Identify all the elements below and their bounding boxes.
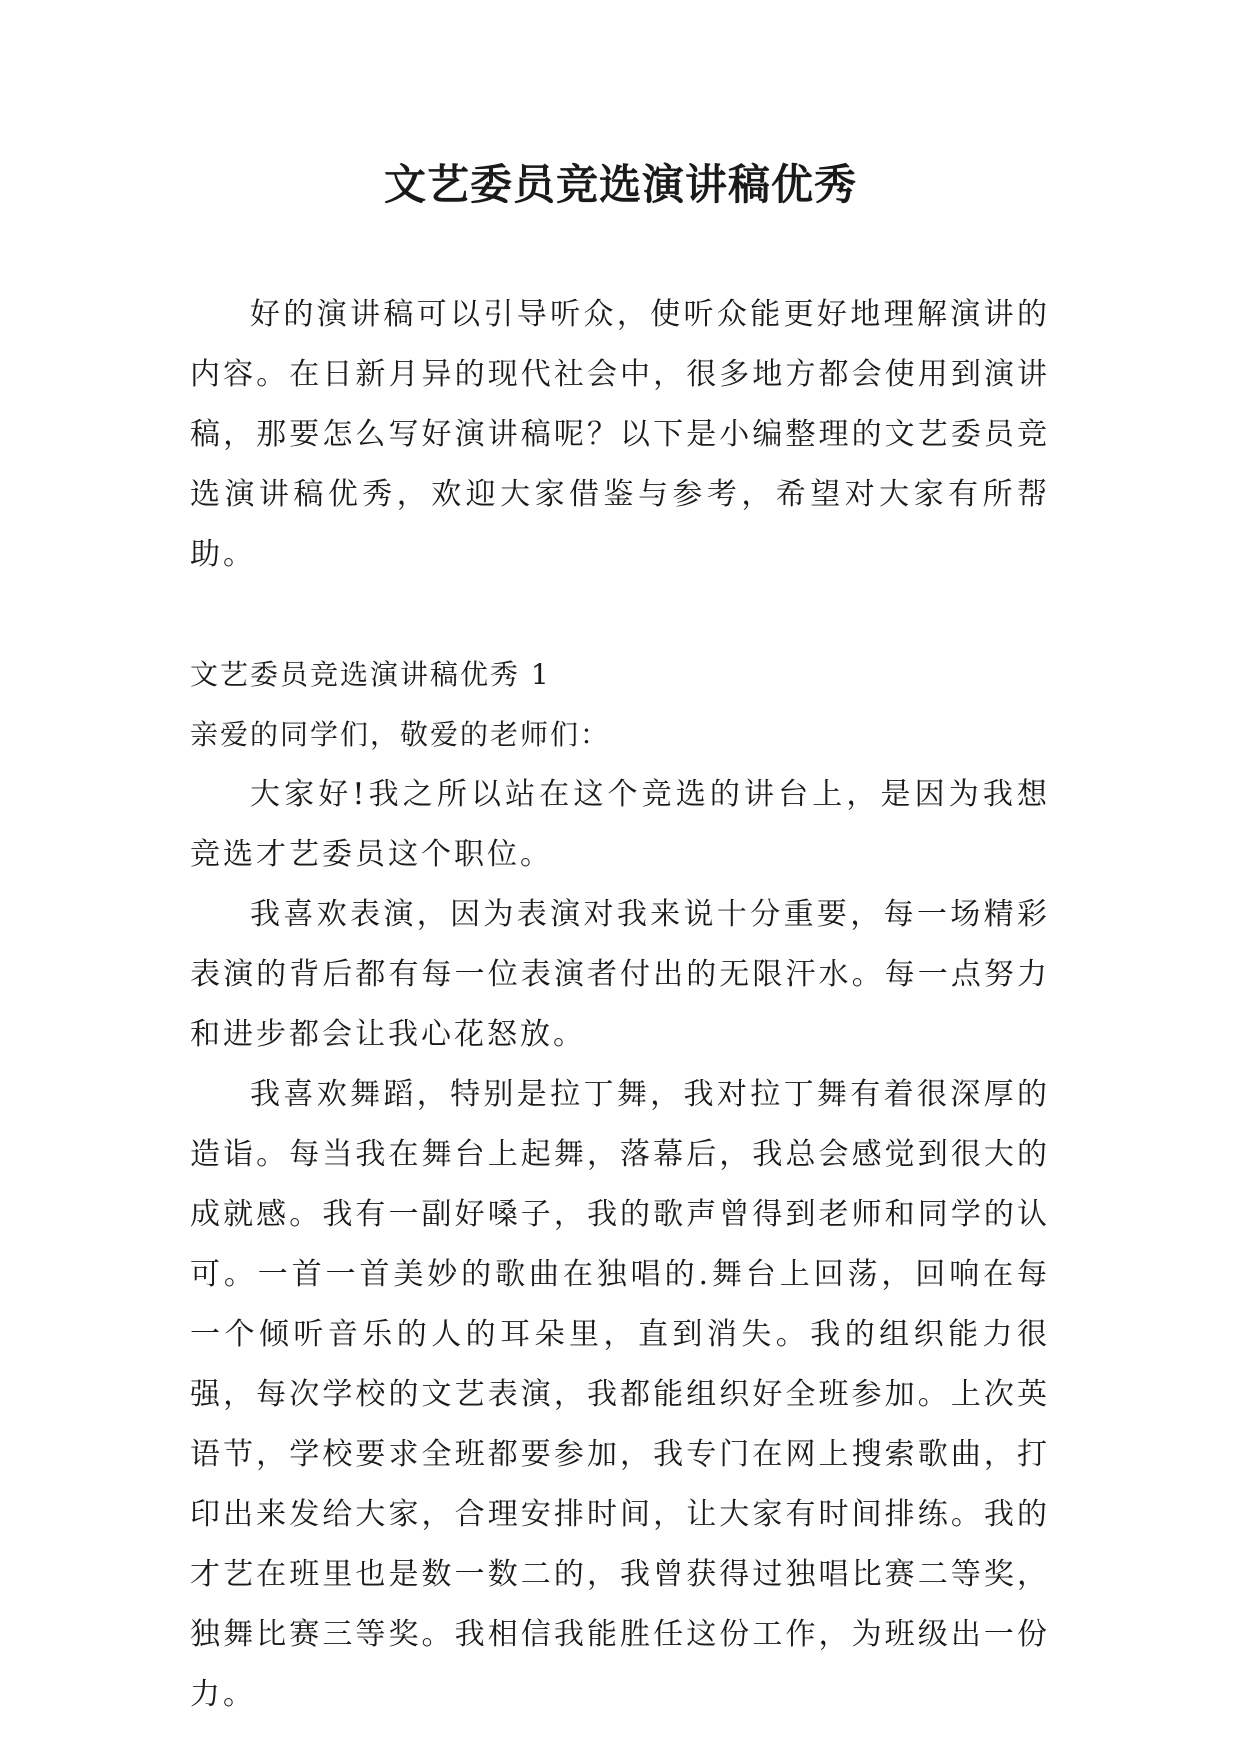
- body-paragraph-1: 大家好!我之所以站在这个竞选的讲台上，是因为我想竞选才艺委员这个职位。: [190, 777, 1050, 872]
- body-paragraph-2: 我喜欢表演，因为表演对我来说十分重要，每一场精彩表演的背后都有每一位表演者付出的无限汗水。每一点努力和进步都会让我心花怒放。: [190, 897, 1050, 1052]
- intro-paragraph: 好的演讲稿可以引导听众，使听众能更好地理解演讲的内容。在日新月异的现代社会中，很多地方都会使用到演讲稿，那要怎么写好演讲稿呢？以下是小编整理的文艺委员竞选演讲稿优秀，欢迎大家借鉴与参考，希望对大家有所帮助。: [190, 297, 1050, 572]
- document-body: [190, 285, 1050, 1725]
- body-paragraph-3: 我喜欢舞蹈，特别是拉丁舞，我对拉丁舞有着很深厚的造诣。每当我在舞台上起舞，落幕后，我总会感觉到很大的成就感。我有一副好嗓子，我的歌声曾得到老师和同学的认可。一首一首美妙的歌曲在独唱的.舞台上回荡，回响在每一个倾听音乐的人的耳朵里，直到消失。我的组织能力很强，每次学校的文艺表演，我都能组织好全班参加。上次英语节，学校要求全班都要参加，我专门在网上搜索歌曲，打印出来发给大家，合理安排时间，让大家有时间排练。我的才艺在班里也是数一数二的，我曾获得过独唱比赛二等奖，独舞比赛三等奖。我相信我能胜任这份工作，为班级出一份力。: [190, 1077, 1050, 1712]
- document-title: 文艺委员竞选演讲稿优秀: [383, 160, 857, 209]
- section-heading: 文艺委员竞选演讲稿优秀 1: [190, 658, 551, 691]
- greeting-line: 亲爱的同学们，敬爱的老师们：: [190, 718, 611, 751]
